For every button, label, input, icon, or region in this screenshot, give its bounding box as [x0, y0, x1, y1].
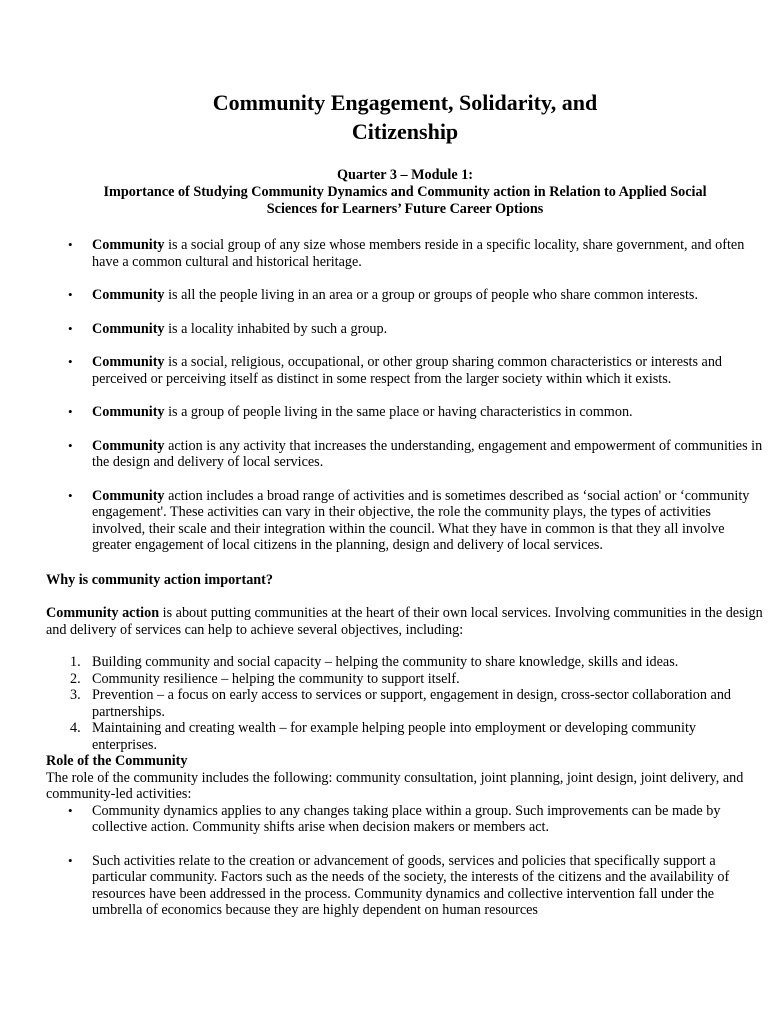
- definition-term: Community: [92, 404, 165, 420]
- role-intro: The role of the community includes the following: community consultation, joint planning, joint design, joint delivery, and community-led activities:: [46, 769, 744, 802]
- definition-term: Community: [92, 354, 165, 370]
- bullet-icon: •: [68, 487, 73, 503]
- bullet-icon: •: [68, 237, 73, 252]
- module-label: Quarter 3 – Module 1:: [336, 167, 474, 183]
- definition-text: is a group of people living in the same place or having characteristics in common.: [164, 404, 633, 420]
- list-item: [46, 321, 764, 338]
- document-page: [46, 88, 764, 936]
- definitions-list: [46, 237, 764, 554]
- item-number: 4.: [70, 720, 81, 736]
- objective-text: Building community and social capacity – helping the community to share knowledge, skills and ideas.: [92, 654, 679, 670]
- why-paragraph: [46, 605, 764, 638]
- list-item: [46, 354, 764, 387]
- list-item: [46, 404, 764, 421]
- role-heading: Role of the Community: [46, 753, 188, 769]
- list-item: [46, 720, 764, 753]
- definition-text: is a social group of any size whose members reside in a specific locality, share government, and often have a common cultural and historical heritage.: [92, 237, 745, 270]
- role-list: [46, 803, 764, 919]
- bullet-icon: •: [68, 437, 73, 453]
- role-text: Community dynamics applies to any changes taking place within a group. Such improvements can be made by collective action. Community shifts arise when decision makers or members act.: [92, 802, 721, 835]
- objectives-list: [46, 654, 764, 753]
- definition-text: is a locality inhabited by such a group.: [164, 320, 388, 337]
- definition-term: Community: [92, 487, 165, 504]
- bullet-icon: •: [68, 320, 73, 336]
- bullet-icon: •: [68, 287, 73, 302]
- item-number: 1.: [70, 654, 81, 670]
- definition-text: action includes a broad range of activities and is sometimes described as ‘social action' or ‘community engagement'. These activities can vary in their objective, the role the community plays, the types of activities involved, their scale and their integration within the council. What they have in common is that they all involve greater engagement of local citizens in the planning, design and delivery of local services.: [92, 487, 750, 553]
- bullet-icon: •: [68, 852, 73, 868]
- list-item: [46, 687, 764, 720]
- list-item: [46, 438, 764, 471]
- why-heading: Why is community action important?: [46, 571, 273, 588]
- list-item: [46, 488, 764, 554]
- list-item: [46, 671, 764, 688]
- bullet-icon: •: [68, 354, 73, 369]
- definition-term: Community: [92, 437, 165, 454]
- bullet-icon: •: [68, 404, 73, 419]
- objective-text: Prevention – a focus on early access to services or support, engagement in design, cross-sector collaboration and partnerships.: [92, 687, 732, 720]
- definition-text: is a social, religious, occupational, or other group sharing common characteristics or interests and perceived or perceiving itself as distinct in some respect from the larger society within which it exists.: [92, 354, 723, 387]
- definition-term: Community: [92, 287, 165, 303]
- bullet-icon: •: [68, 802, 73, 818]
- why-term: Community action: [46, 605, 160, 621]
- list-item: [46, 237, 764, 270]
- list-item: [46, 803, 764, 836]
- item-number: 2.: [70, 670, 81, 687]
- definition-term: Community: [92, 237, 165, 253]
- list-item: [46, 654, 764, 671]
- role-text: Such activities relate to the creation or advancement of goods, services and policies that specifically support a particular community. Factors such as the needs of the society, the interests of the citizens and the availability of resources have been addressed in the process. Community dynamics and collective intervention fall under the umbrella of economics because they are highly dependent on human resources: [92, 852, 730, 918]
- objective-text: Maintaining and creating wealth – for example helping people into employment or developing community enterprises.: [92, 720, 696, 753]
- why-text: is about putting communities at the heart of their own local services. Involving communities in the design and delivery of services can help to achieve several objectives, including:: [46, 605, 763, 638]
- objective-text: Community resilience – helping the community to support itself.: [92, 670, 460, 687]
- definition-text: is all the people living in an area or a group or groups of people who share common interests.: [164, 287, 698, 303]
- list-item: [46, 853, 764, 919]
- definition-term: Community: [92, 320, 165, 337]
- definition-text: action is any activity that increases the understanding, engagement and empowerment of communities in the design and delivery of local services.: [92, 437, 763, 470]
- document-title: Community Engagement, Solidarity, and Citizenship: [212, 90, 598, 144]
- list-item: [46, 287, 764, 304]
- item-number: 3.: [70, 687, 81, 703]
- module-title: Importance of Studying Community Dynamics and Community action in Relation to Applied Social Sciences for Learners’ Future Career Options: [103, 184, 707, 217]
